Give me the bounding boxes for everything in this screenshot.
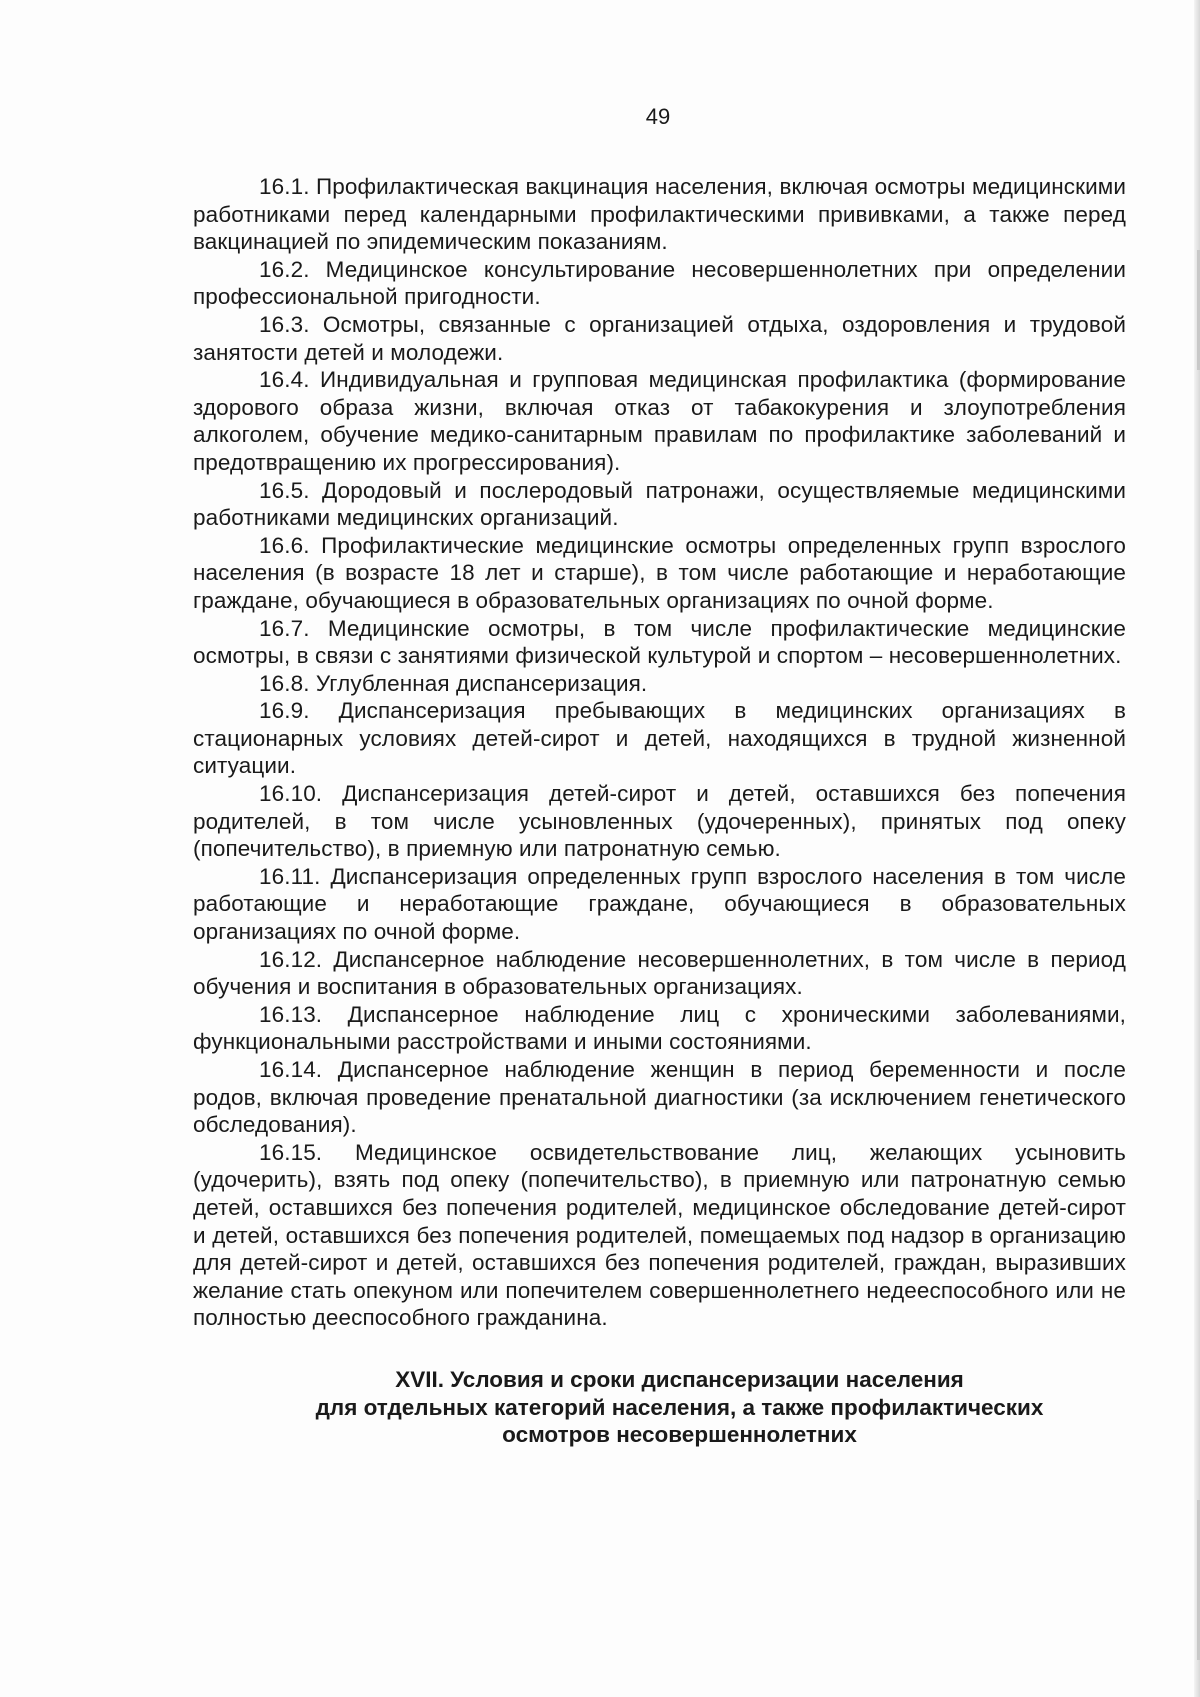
paragraph-16-2: 16.2. Медицинское консультирование несовершеннолетних при определении профессиональной пригодности. (193, 256, 1126, 310)
paragraph-16-12: 16.12. Диспансерное наблюдение несовершеннолетних, в том числе в период обучения и воспитания в образовательных организациях. (193, 946, 1126, 1000)
paragraph-16-7: 16.7. Медицинские осмотры, в том числе профилактические медицинские осмотры, в связи с занятиями физической культурой и спортом – несовершеннолетних. (193, 615, 1126, 669)
paragraph-16-15: 16.15. Медицинское освидетельствование лиц, желающих усыновить (удочерить), взять под опеку (попечительство), в приемную или патронатную семью детей, оставшихся без попечения родителей, медицинское обследование детей-сирот и детей, оставшихся без попечения родителей, помещаемых под надзор в организацию для детей-сирот и детей, оставшихся без попечения родителей, граждан, выразивших желание стать опекуном или попечителем совершеннолетнего недееспособного или не полностью дееспособного гражданина. (193, 1139, 1126, 1331)
section-heading-line-1: XVII. Условия и сроки диспансеризации населения (395, 1366, 964, 1392)
paragraph-16-10: 16.10. Диспансеризация детей-сирот и детей, оставшихся без попечения родителей, в том числе усыновленных (удочеренных), принятых под опеку (попечительство), в приемную или патронатную семью. (193, 781, 1126, 862)
paragraph-16-5: 16.5. Дородовый и послеродовый патронажи, осуществляемые медицинскими работниками медицинских организаций. (193, 477, 1126, 531)
paragraph-16-11: 16.11. Диспансеризация определенных групп взрослого населения в том числе работающие и неработающие граждане, обучающиеся в образовательных организациях по очной форме. (193, 863, 1126, 945)
paragraph-16-8: 16.8. Углубленная диспансеризация. (259, 670, 648, 696)
section-heading (193, 1366, 1126, 1449)
section-heading-line-2: для отдельных категорий населения, а также профилактических (315, 1394, 1044, 1420)
section-heading-line-3: осмотров несовершеннолетних (502, 1422, 857, 1448)
page-number: 49 (645, 104, 671, 129)
paragraph-16-1: 16.1. Профилактическая вакцинация населения, включая осмотры медицинскими работниками перед календарными профилактическими прививками, а также перед вакцинацией по эпидемическим показаниям. (193, 174, 1126, 255)
paragraph-16-4: 16.4. Индивидуальная и групповая медицинская профилактика (формирование здорового образа жизни, включая отказ от табакокурения и злоупотребления алкоголем, обучение медико-санитарным правилам по профилактике заболеваний и предотвращению их прогрессирования). (193, 367, 1126, 475)
paragraph-16-3: 16.3. Осмотры, связанные с организацией отдыха, оздоровления и трудовой занятости детей и молодежи. (193, 311, 1126, 365)
paragraph-16-14: 16.14. Диспансерное наблюдение женщин в период беременности и после родов, включая проведение пренатальной диагностики (за исключением генетического обследования). (193, 1057, 1126, 1138)
paragraph-16-9: 16.9. Диспансеризация пребывающих в медицинских организациях в стационарных условиях детей-сирот и детей, находящихся в трудной жизненной ситуации. (193, 698, 1126, 779)
document-body (193, 173, 1126, 1449)
paragraph-16-6: 16.6. Профилактические медицинские осмотры определенных групп взрослого населения (в возрасте 18 лет и старше), в том числе работающие и неработающие граждане, обучающиеся в образовательных организациях по очной форме. (193, 532, 1126, 613)
paragraph-16-13: 16.13. Диспансерное наблюдение лиц с хроническими заболеваниями, функциональными расстройствами и иными состояниями. (193, 1001, 1126, 1055)
